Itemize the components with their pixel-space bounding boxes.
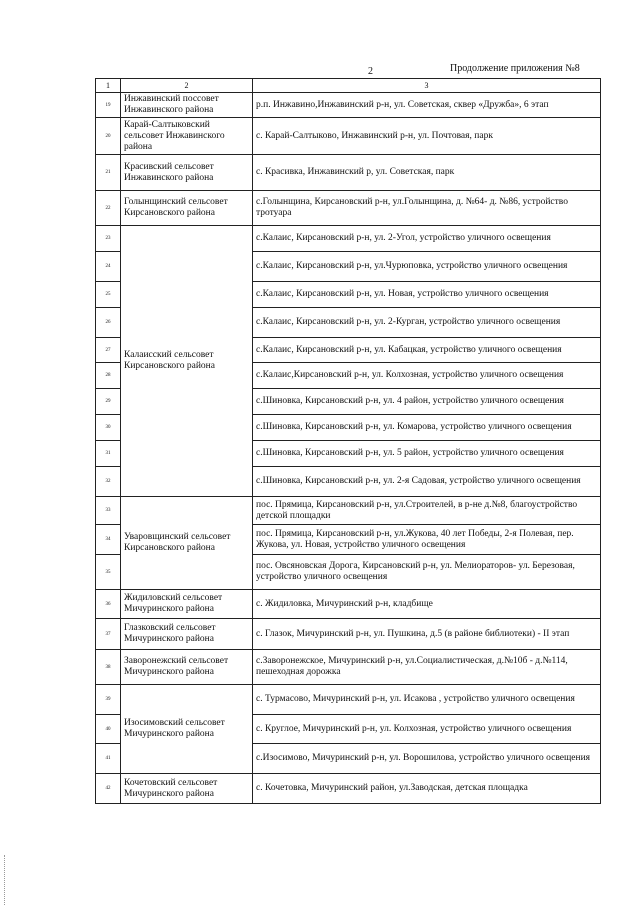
row-number: 20 [96, 118, 121, 155]
table-row [96, 650, 601, 685]
row-number: 27 [96, 338, 121, 363]
object-address: пос. Овсяновская Дорога, Кирсановский р-н, ул. Мелиораторов- ул. Березовая, устройство уличного освещения [253, 555, 601, 590]
row-number: 29 [96, 389, 121, 415]
row-number: 36 [96, 590, 121, 619]
appendix-table [95, 78, 601, 804]
table-row [96, 93, 601, 118]
table-row [96, 590, 601, 619]
table-header-row [96, 79, 601, 93]
table-row [96, 619, 601, 650]
council-name: Изосимовский сельсовет Мичуринского района [121, 685, 253, 774]
table-row [96, 155, 601, 191]
column-header: 3 [253, 79, 601, 93]
object-address: с.Калаис, Кирсановский р-н, ул. Кабацкая, устройство уличного освещения [253, 338, 601, 363]
object-address: с.Калаис, Кирсановский р-н, ул. 2-Курган, устройство уличного освещения [253, 308, 601, 338]
row-number: 40 [96, 715, 121, 744]
council-name: Карай-Салтыковский сельсовет Инжавинского района [121, 118, 253, 155]
row-number: 21 [96, 155, 121, 191]
object-address: с. Глазок, Мичуринский р-н, ул. Пушкина, д.5 (в районе библиотеки) - II этап [253, 619, 601, 650]
object-address: с. Красивка, Инжавинский р, ул. Советская, парк [253, 155, 601, 191]
row-number: 26 [96, 308, 121, 338]
object-address: с.Голынщина, Кирсановский р-н, ул.Голынщина, д. №64- д. №86, устройство тротуара [253, 191, 601, 226]
object-address: с.Шиновка, Кирсановский р-н, ул. 4 район, устройство уличного освещения [253, 389, 601, 415]
column-header: 1 [96, 79, 121, 93]
council-name: Заворонежский сельсовет Мичуринского района [121, 650, 253, 685]
row-number: 31 [96, 441, 121, 467]
page-number: 2 [368, 66, 373, 77]
object-address: пос. Прямица, Кирсановский р-н, ул.Строителей, в р-не д.№8, благоустройство детской площадки [253, 497, 601, 525]
row-number: 25 [96, 282, 121, 308]
council-name: Уваровщинский сельсовет Кирсановского района [121, 497, 253, 590]
table-row [96, 226, 601, 252]
object-address: с.Калаис, Кирсановский р-н, ул. Новая, устройство уличного освещения [253, 282, 601, 308]
council-name: Калаисский сельсовет Кирсановского района [121, 226, 253, 497]
row-number: 32 [96, 467, 121, 497]
row-number: 42 [96, 774, 121, 804]
object-address: с.Калаис,Кирсановский р-н, ул. Колхозная, устройство уличного освещения [253, 363, 601, 389]
object-address: пос. Прямица, Кирсановский р-н, ул.Жукова, 40 лет Победы, 2-я Полевая, пер. Жукова, ул. Новая, устройство уличного освещения [253, 525, 601, 555]
row-number: 39 [96, 685, 121, 715]
row-number: 19 [96, 93, 121, 118]
table-row [96, 191, 601, 226]
row-number: 22 [96, 191, 121, 226]
object-address: с. Жидиловка, Мичуринский р-н, кладбище [253, 590, 601, 619]
row-number: 37 [96, 619, 121, 650]
table-row [96, 497, 601, 525]
object-address: с.Калаис, Кирсановский р-н, ул. 2-Угол, устройство уличного освещения [253, 226, 601, 252]
column-header: 2 [121, 79, 253, 93]
row-number: 35 [96, 555, 121, 590]
row-number: 24 [96, 252, 121, 282]
table-row [96, 118, 601, 155]
object-address: с. Кочетовка, Мичуринский район, ул.Заводская, детская площадка [253, 774, 601, 804]
object-address: с.Заворонежское, Мичуринский р-н, ул.Социалистическая, д.№10б - д.№114, пешеходная дорожка [253, 650, 601, 685]
row-number: 34 [96, 525, 121, 555]
object-address: с.Шиновка, Кирсановский р-н, ул. Комарова, устройство уличного освещения [253, 415, 601, 441]
row-number: 23 [96, 226, 121, 252]
row-number: 30 [96, 415, 121, 441]
object-address: с.Калаис, Кирсановский р-н, ул.Чурюповка, устройство уличного освещения [253, 252, 601, 282]
object-address: р.п. Инжавино,Инжавинский р-н, ул. Советская, сквер «Дружба», 6 этап [253, 93, 601, 118]
council-name: Глазковский сельсовет Мичуринского района [121, 619, 253, 650]
object-address: с. Карай-Салтыково, Инжавинский р-н, ул. Почтовая, парк [253, 118, 601, 155]
continuation-caption: Продолжение приложения №8 [450, 63, 580, 74]
row-number: 41 [96, 744, 121, 774]
object-address: с. Турмасово, Мичуринский р-н, ул. Исакова , устройство уличного освещения [253, 685, 601, 715]
council-name: Инжавинский поссовет Инжавинского района [121, 93, 253, 118]
object-address: с. Круглое, Мичуринский р-н, ул. Колхозная, устройство уличного освещения [253, 715, 601, 744]
row-number: 38 [96, 650, 121, 685]
row-number: 33 [96, 497, 121, 525]
object-address: с.Шиновка, Кирсановский р-н, ул. 2-я Садовая, устройство уличного освещения [253, 467, 601, 497]
margin-marks [4, 855, 11, 905]
council-name: Кочетовский сельсовет Мичуринского района [121, 774, 253, 804]
council-name: Голынщинский сельсовет Кирсановского района [121, 191, 253, 226]
council-name: Красивский сельсовет Инжавинского района [121, 155, 253, 191]
table-row [96, 685, 601, 715]
table-row [96, 774, 601, 804]
row-number: 28 [96, 363, 121, 389]
council-name: Жидиловский сельсовет Мичуринского района [121, 590, 253, 619]
object-address: с.Шиновка, Кирсановский р-н, ул. 5 район, устройство уличного освещения [253, 441, 601, 467]
object-address: с.Изосимово, Мичуринский р-н, ул. Ворошилова, устройство уличного освещения [253, 744, 601, 774]
